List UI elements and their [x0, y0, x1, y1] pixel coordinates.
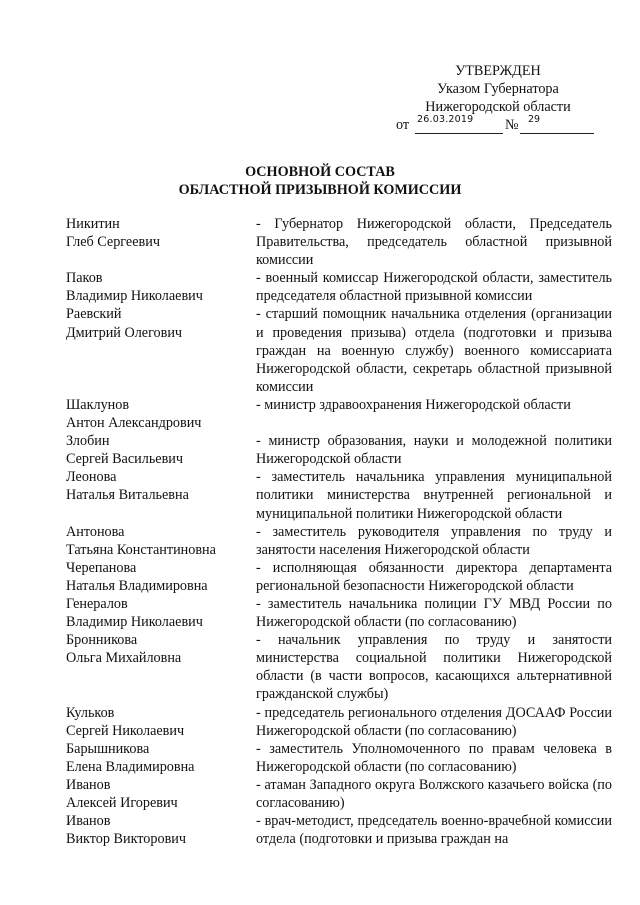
member-role: - Губернатор Нижегородской области, Председатель Правительства, председатель областной призывной комиссии: [256, 216, 612, 269]
member-name: [66, 432, 256, 468]
member-surname: Бронникова: [66, 632, 138, 649]
approval-decree: Указом Губернатора: [437, 81, 559, 97]
member-row: [66, 812, 616, 848]
approval-region: Нижегородской области: [425, 99, 571, 115]
title-line-1: ОСНОВНОЙ СОСТАВ: [245, 164, 395, 180]
member-given-names: Ольга Михайловна: [66, 650, 182, 667]
member-name: [66, 396, 256, 432]
member-given-names: Виктор Викторович: [66, 831, 186, 848]
member-role: - министр образования, науки и молодежной политики Нижегородской области: [256, 433, 612, 468]
date-from-label: от: [396, 117, 410, 133]
member-name: [66, 468, 256, 522]
member-row: [66, 631, 616, 703]
member-surname: Иванов: [66, 813, 111, 830]
member-name: [66, 523, 256, 559]
member-role: - начальник управления по труду и занятости министерства социальной политики Нижегородской области (в части вопросов, касающихся альтернативной гражданской службы): [256, 632, 612, 703]
member-role: - заместитель Уполномоченного по правам человека в Нижегородской области (по согласованию): [256, 740, 612, 775]
member-name: [66, 559, 256, 595]
member-surname: Генералов: [66, 595, 128, 612]
member-surname: Черепанова: [66, 559, 137, 576]
member-surname: Кульков: [66, 704, 115, 721]
member-surname: Барышникова: [66, 740, 150, 757]
member-given-names: Владимир Николаевич: [66, 614, 203, 631]
member-given-names: Наталья Владимировна: [66, 577, 208, 594]
member-surname: Никитин: [66, 216, 120, 232]
member-given-names: Сергей Васильевич: [66, 451, 184, 468]
member-role: - исполняющая обязанности директора департамента региональной безопасности Нижегородской области: [256, 559, 612, 594]
member-row: [66, 432, 616, 468]
member-surname: Антонова: [66, 523, 125, 540]
member-name: [66, 776, 256, 812]
decree-date: 26.03.2019: [417, 114, 474, 125]
member-role: - старший помощник начальника отделения (организации и проведения призыва) отдела (подготовки и призыва граждан на военную службу) военного комиссариата Нижегородской области, секретарь областной призывной комиссии: [256, 306, 612, 395]
member-role: - министр здравоохранения Нижегородской области: [256, 396, 571, 413]
member-name: [66, 740, 256, 776]
member-given-names: Антон Александрович: [66, 415, 202, 432]
member-role: - председатель регионального отделения ДОСААФ России Нижегородской области (по согласованию): [256, 704, 612, 739]
member-name: [66, 305, 256, 395]
member-row: [66, 523, 616, 559]
member-given-names: Елена Владимировна: [66, 758, 195, 775]
member-surname: Раевский: [66, 306, 122, 323]
member-row: [66, 704, 616, 740]
member-role: - военный комиссар Нижегородской области, заместитель председателя областной призывной комиссии: [256, 270, 612, 305]
member-given-names: Наталья Витальевна: [66, 487, 189, 504]
decree-number: 29: [528, 114, 541, 125]
member-surname: Шаклунов: [66, 396, 130, 413]
approval-heading: УТВЕРЖДЕН: [455, 63, 541, 79]
member-surname: Злобин: [66, 433, 110, 450]
member-row: [66, 269, 616, 305]
member-name: [66, 812, 256, 848]
member-name: [66, 269, 256, 305]
member-role: - атаман Западного округа Волжского казачьего войска (по согласованию): [256, 776, 612, 811]
member-name: [66, 704, 256, 740]
member-row: [66, 776, 616, 812]
member-row: [66, 559, 616, 595]
member-surname: Паков: [66, 270, 103, 287]
member-given-names: Владимир Николаевич: [66, 288, 203, 305]
member-given-names: Дмитрий Олегович: [66, 324, 183, 341]
member-surname: Иванов: [66, 776, 111, 793]
member-given-names: Сергей Николаевич: [66, 722, 185, 739]
member-given-names: Татьяна Константиновна: [66, 541, 216, 558]
member-role: - заместитель начальника полиции ГУ МВД России по Нижегородской области (по согласованию): [256, 595, 612, 631]
approval-date-number-line: [396, 116, 600, 136]
number-label: №: [505, 117, 519, 133]
member-role: - заместитель начальника управления муниципальной политики министерства внутренней региональной и муниципальной политики Нижегородской области: [256, 469, 612, 522]
member-row: [66, 305, 616, 395]
member-name: [66, 631, 256, 703]
member-row: [66, 595, 616, 631]
members-list: [66, 215, 616, 848]
member-row: [66, 468, 616, 522]
document-title: [0, 163, 640, 199]
member-name: [66, 215, 256, 269]
member-given-names: Глеб Сергеевич: [66, 234, 160, 251]
member-surname: Леонова: [66, 469, 117, 486]
member-row: [66, 740, 616, 776]
member-role: - врач-методист, председатель военно-врачебной комиссии отдела (подготовки и призыва граждан на: [256, 813, 612, 848]
title-line-2: ОБЛАСТНОЙ ПРИЗЫВНОЙ КОМИССИИ: [178, 182, 462, 198]
member-role: - заместитель руководителя управления по труду и занятости населения Нижегородской области: [256, 523, 612, 558]
member-name: [66, 595, 256, 631]
approval-block: [396, 62, 600, 136]
member-row: [66, 396, 616, 432]
member-given-names: Алексей Игоревич: [66, 795, 178, 811]
member-row: [66, 215, 616, 269]
